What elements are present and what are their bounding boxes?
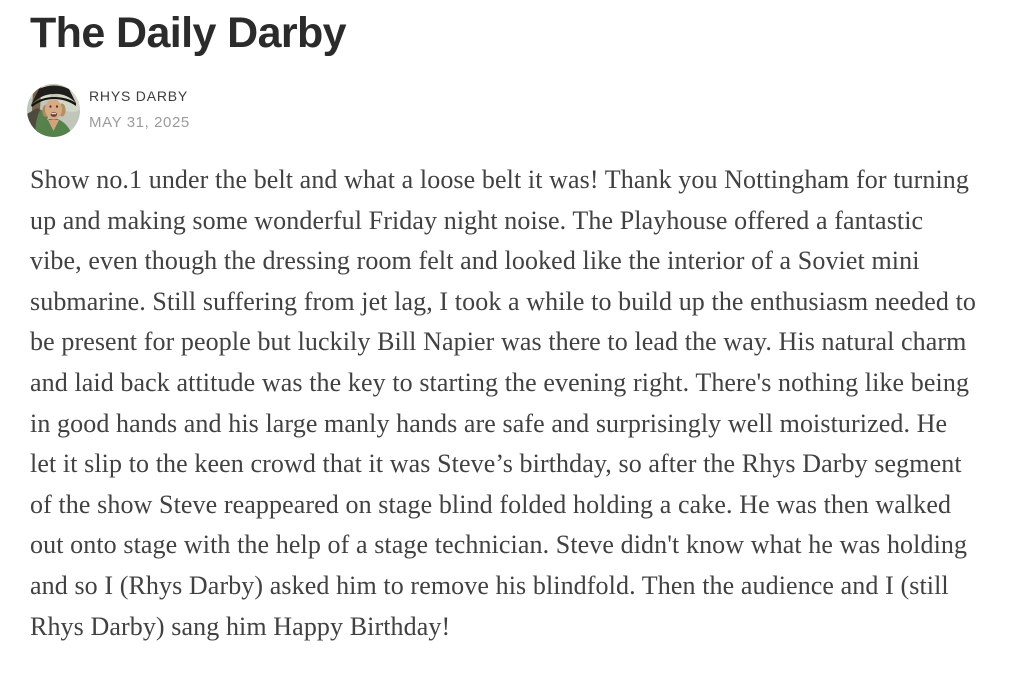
author-photo-icon [27,84,80,137]
post-title: The Daily Darby [30,9,346,57]
author-avatar[interactable] [27,84,80,137]
byline-text [89,84,190,132]
byline-date: MAY 31, 2025 [89,114,190,131]
byline-author[interactable]: RHYS DARBY [89,88,189,104]
byline [27,84,190,137]
post-body: Show no.1 under the belt and what a loose belt it was! Thank you Nottingham for turning up and making some wonderful Friday night noise. The Playhouse offered a fantastic vibe, even though the dressing room felt and looked like the interior of a Soviet mini submarine. Still suffering from jet lag, I took a while to build up the enthusiasm needed to be present for people but luckily Bill Napier was there to lead the way. His natural charm and laid back attitude was the key to starting the evening right. There's nothing like being in good hands and his large manly hands are safe and surprisingly well moisturized. He let it slip to the keen crowd that it was Steve’s birthday, so after the Rhys Darby segment of the show Steve reappeared on stage blind folded holding a cake. He was then walked out onto stage with the help of a stage technician. Steve didn't know what he was holding and so I (Rhys Darby) asked him to remove his blindfold. Then the audience and I (still Rhys Darby) sang him Happy Birthday! [30,165,976,641]
